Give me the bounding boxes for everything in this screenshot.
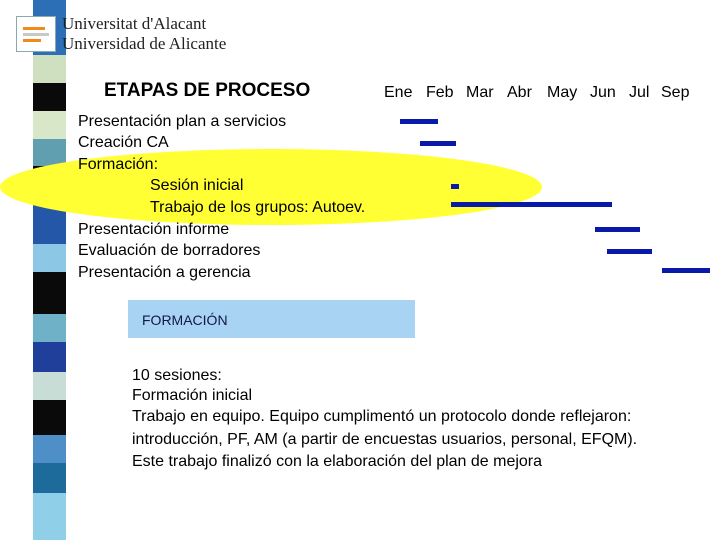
stripe-block xyxy=(33,435,66,463)
formacion-heading: FORMACIÓN xyxy=(142,312,228,328)
university-logo-icon xyxy=(16,16,56,52)
task-label: Presentación plan a servicios xyxy=(78,113,287,130)
gantt-bar xyxy=(420,141,456,146)
stripe-block xyxy=(33,111,66,139)
formacion-text-line: Este trabajo finalizó con la elaboración del plan de mejora xyxy=(132,453,543,470)
decorative-stripe-column xyxy=(33,0,66,540)
university-name-spanish: Universidad de Alicante xyxy=(62,34,227,53)
gantt-bar xyxy=(400,119,438,124)
formacion-text-line: introducción, PF, AM (a partir de encuestas usuarios, personal, EFQM). xyxy=(132,431,638,448)
task-label: Trabajo de los grupos: Autoev. xyxy=(150,199,366,216)
task-label: Evaluación de borradores xyxy=(78,242,261,259)
task-label: Presentación a gerencia xyxy=(78,264,251,281)
gantt-bar xyxy=(607,249,652,254)
process-title: ETAPAS DE PROCESO xyxy=(104,80,311,101)
gantt-bar xyxy=(595,227,640,232)
month-label: Jul xyxy=(629,84,650,101)
month-label: Sep xyxy=(661,84,690,101)
task-label: Presentación informe xyxy=(78,221,230,238)
month-label: May xyxy=(547,84,578,101)
gantt-bar xyxy=(451,202,612,207)
stripe-block xyxy=(33,272,66,314)
task-label: Creación CA xyxy=(78,134,169,151)
stripe-block xyxy=(33,493,66,540)
stripe-block xyxy=(33,55,66,83)
formacion-heading-box xyxy=(128,300,415,338)
formacion-text-line: Trabajo en equipo. Equipo cumplimentó un protocolo donde reflejaron: xyxy=(132,408,632,425)
stripe-block xyxy=(33,463,66,493)
month-label: Mar xyxy=(466,84,494,101)
formacion-text-line: Formación inicial xyxy=(132,387,253,404)
university-name-catalan: Universitat d'Alacant xyxy=(62,14,207,33)
task-label: Formación: xyxy=(78,156,159,173)
month-label: Jun xyxy=(590,84,616,101)
gantt-bar xyxy=(451,184,459,189)
task-label: Sesión inicial xyxy=(150,177,244,194)
stripe-block xyxy=(33,342,66,372)
stripe-block xyxy=(33,244,66,272)
stripe-block xyxy=(33,83,66,111)
month-label: Feb xyxy=(426,84,454,101)
stripe-block xyxy=(33,372,66,400)
gantt-bar xyxy=(662,268,710,273)
formacion-text-line: 10 sesiones: xyxy=(132,367,222,384)
month-label: Abr xyxy=(507,84,532,101)
stripe-block xyxy=(33,400,66,435)
month-label: Ene xyxy=(384,84,413,101)
stripe-block xyxy=(33,314,66,342)
